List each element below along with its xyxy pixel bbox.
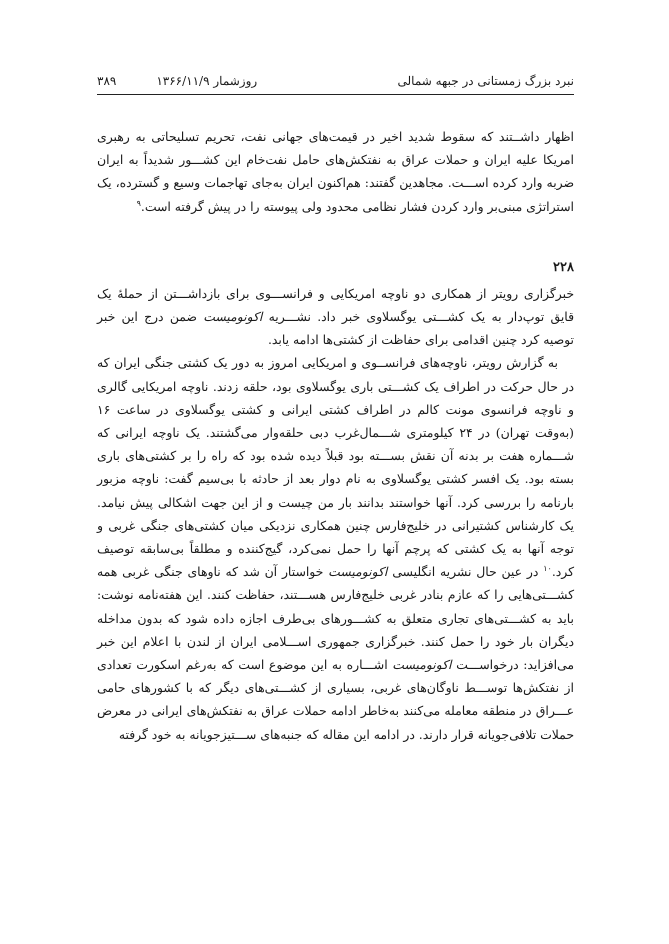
chapter-title: نبرد بزرگ زمستانی در جبهه شمالی [397, 74, 574, 88]
footnote-marker: ۱۰ [543, 564, 552, 574]
document-page [97, 68, 574, 908]
paragraph-text: خواستار آن شد که ناوهای جنگی غربی همه کشـــتی‌هایی را که عازم بنادر غربی خلیج‌فارس هســـتند، حفاظت کنند. این هفته‌نامه نوشت: باید به کشـــتی‌های تجاری متعلق به کشـــورهای بی‌طرف اجازه داده شود که بدون مداخله دیگران بار خود را حمل کنند. خبرگزاری جمهوری اســـلامی ایران از لندن با اعلام این خبر می‌افزاید: درخواســـت [97, 564, 574, 673]
diary-date: روزشمار ۱۳۶۶/۱۱/۹ [156, 74, 258, 88]
running-header [97, 68, 574, 95]
opening-paragraph-text: اظهار داشــتند که سقوط شدید اخیر در قیمت‌های جهانی نفت، تحریم تسلیحاتی به رهبری امریکا علیه ایران و حملات عراق به نفتکش‌های حامل نفت‌خام این کشـــور شدیداً به ایران ضربه وارد کرده اســـت. مجاهدین گفتند: هم‌اکنون ایران به‌جای تهاجمات وسیع و گسترده، یک استراتژی مبنی‌بر وارد کردن فشار نظامی محدود ولی پیوسته را در پیش گرفته است. [97, 129, 574, 214]
publication-name: اکونومیست [203, 309, 263, 325]
section-paragraph-2 [97, 351, 574, 745]
publication-name: اکونومیست [392, 657, 452, 673]
section-number: ۲۲۸ [553, 259, 574, 275]
footnote-marker: ۹ [136, 198, 141, 208]
opening-paragraph [97, 125, 574, 218]
paragraph-text: در عین حال نشریه انگلیسی [387, 564, 544, 580]
paragraph-text: به گزارش رویتر، ناوچه‌های فرانســوی و امریکایی امروز به دور یک کشتی جنگی ایران که در حال حرکت در اطراف یک کشـــتی باری یوگسلاوی بود، حلقه زدند. ناوچه امریکایی گالری و ناوچه فرانسوی مونت کالم در اطراف کشتی ایرانی و کشتی یوگسلاوی در ساعت ۱۶ (به‌وقت تهران) در ۲۴ کیلومتری شـــمال‌غرب دبی حلقه‌وار می‌گشتند. یک ناوچه ایرانی که شـــماره هفت بر بدنه آن نقش بســـته بود قبلاً دیده شده بود که راه را بر کشتی‌های باری بسته بود. یک افسر کشتی یوگسلاوی به نام دوار بعد از حادثه با بی‌سیم گفت: ناوچه مزبور بارنامه را بررسی کرد. آنها خواستند بدانند بار من چیست و از این جهت اشکالی پیش نیامد. یک کارشناس کشتیرانی در خلیج‌فارس چنین همکاری نزدیکی میان کشتی‌های جنگی غربی و توجه آنها به یک کشتی که پرچم آنها را حمل نمی‌کرد، گیج‌کننده و مطلقاً بی‌سابقه توصیف کرد. [97, 355, 575, 580]
paragraph-text: ضمن درج این خبر توصیه کرد چنین اقدامی برای حفاظت از کشتی‌ها ادامه یابد. [97, 309, 574, 348]
publication-name: اکونومیست [328, 564, 388, 580]
paragraph-text: اشـــاره به این موضوع است که به‌رغم اسکورت تعدادی از نفتکش‌ها توســـط ناوگان‌های غربی، بسیاری از کشـــتی‌های دیگر که با کشورهای حامی عـــراق در منطقه معامله می‌کنند به‌خاطر ادامه حملات عراق به نفتکش‌های ایرانی در معرض حملات تلافی‌جویانه قرار دارند. در ادامه این مقاله که جنبه‌های ســـتیزجویانه به خود گرفته [97, 657, 574, 742]
page-number: ۳۸۹ [97, 74, 117, 88]
section-paragraph-1 [97, 282, 574, 352]
body-text [97, 125, 574, 746]
paragraph-text: خبرگزاری رویتر از همکاری دو ناوچه امریکایی و فرانســـوی برای بازداشـــتن از حملهٔ یک قایق توپ‌دار به یک کشـــتی یوگسلاوی خبر داد. نشـــریه [97, 285, 574, 325]
